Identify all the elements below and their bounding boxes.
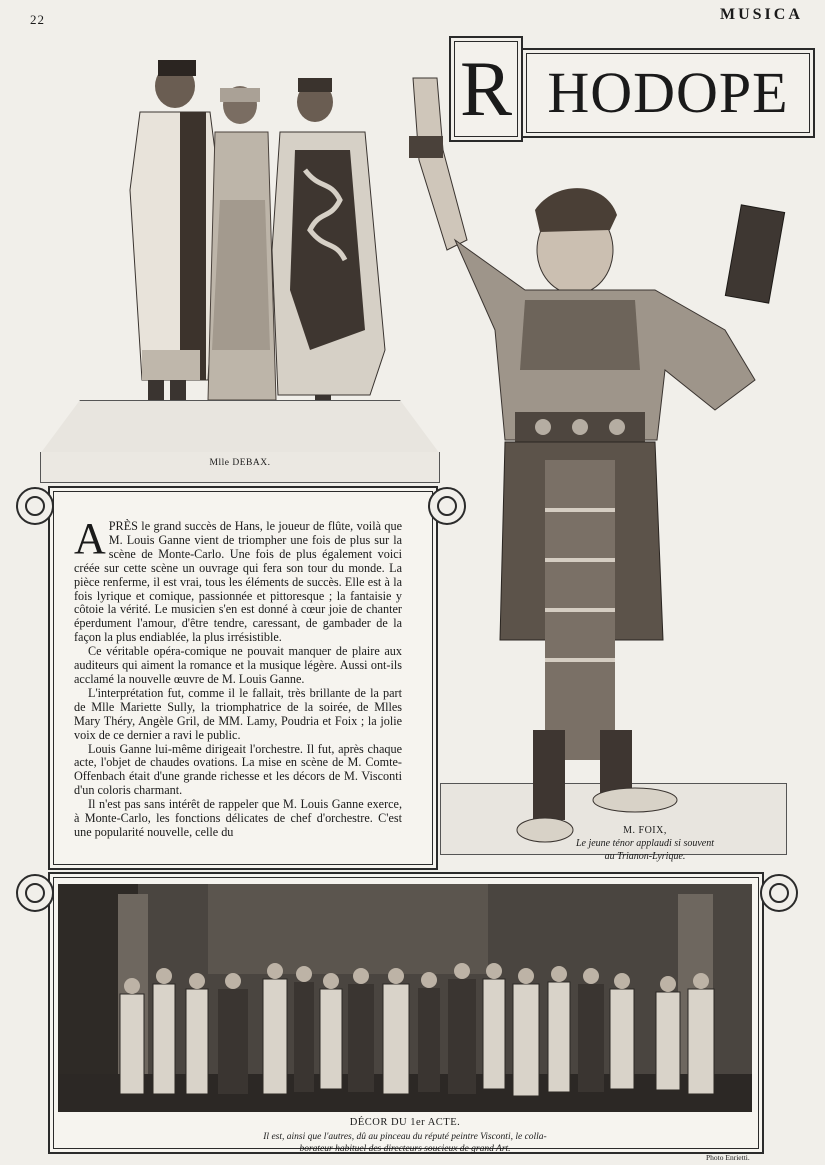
caption-foix-line1: Le jeune ténor applaudi si souvent	[575, 838, 715, 849]
performers-illustration	[80, 50, 400, 430]
pedestal-top	[40, 400, 440, 454]
scroll-ornament-bottom-left	[16, 874, 54, 912]
caption-debax: Mlle DEBAX.	[209, 458, 271, 468]
photo-credit: Photo Enrietti.	[706, 1153, 750, 1162]
magazine-masthead: MUSICA	[720, 6, 803, 23]
caption-decor-line2: borateur habituel des directeurs soucieux de grand Art.	[299, 1144, 511, 1154]
title-initial: R	[449, 36, 523, 142]
article-paragraph-2: Ce véritable opéra-comique ne pouvait manquer de plaire aux auditeurs qui aiment la romance et la musique légère. Aussi ont-ils acclamé la nouvelle œuvre de M. Louis Ganne.	[74, 644, 402, 686]
drop-cap: A	[74, 514, 106, 563]
tenor-illustration	[395, 40, 795, 850]
caption-foix-name: M. FOIX,	[623, 825, 667, 836]
stage-photo	[58, 884, 752, 1112]
caption-decor-title: DÉCOR DU 1er ACTE.	[349, 1117, 461, 1128]
article-body	[74, 514, 402, 840]
page-number: 22	[30, 12, 45, 27]
title-rest: HODOPE	[521, 48, 815, 138]
scroll-ornament-bottom-right	[760, 874, 798, 912]
scroll-ornament-top-right	[428, 487, 466, 525]
caption-decor-line1: Il est, ainsi que l'autres, dû au pinceau du réputé peintre Visconti, le colla-	[263, 1132, 547, 1142]
caption-foix	[545, 824, 745, 863]
article-paragraph-1: APRÈS le grand succès de Hans, le joueur de flûte, voilà que M. Louis Ganne vient de triompher une fois de plus sur la scène de Monte-Carlo. Une fois de plus également voici créée sur cette scène un ouvrage qui fera son tour du monde. La pièce renferme, il est vrai, tous les éléments de succès. Elle est à la fois lyrique et comique, passionnée et pittoresque ; la fantaisie y côtoie la vérité. Le musicien s'en est donné à cœur joie de chanter éperdument l'amour, d'être tendre, caressant, de gambader de la façon la plus endiablée, la plus irrésistible.	[74, 514, 402, 645]
article-paragraph-5: Il n'est pas sans intérêt de rappeler que M. Louis Ganne exerce, à Monte-Carlo, les fonctions délicates de chef d'orchestre. C'est une popularité nouvelle, celle du	[74, 797, 402, 839]
scroll-ornament-top-left	[16, 487, 54, 525]
stage-scene-illustration	[58, 884, 752, 1112]
photo-three-performers	[80, 50, 400, 430]
caption-decor-description	[220, 1131, 590, 1155]
article-paragraph-3: L'interprétation fut, comme il le fallait, très brillante de la part de Mlle Mariette Sully, la triomphatrice de la soirée, de Mlles Mary Théry, Angèle Gril, de MM. Lamy, Poudria et Foix ; la jolie voix de ce dernier a ravi le public.	[74, 685, 402, 742]
article-paragraph-4: Louis Ganne lui-même dirigeait l'orchestre. Il fut, après chaque acte, l'objet de chaudes ovations. La mise en scène de M. Comte-Offenbach était d'une grande richesse et les décors de M. Visconti d'un coloris charmant.	[74, 741, 402, 798]
photo-tenor-foix	[395, 40, 795, 850]
caption-foix-line2: au Trianon-Lyrique.	[604, 851, 686, 862]
